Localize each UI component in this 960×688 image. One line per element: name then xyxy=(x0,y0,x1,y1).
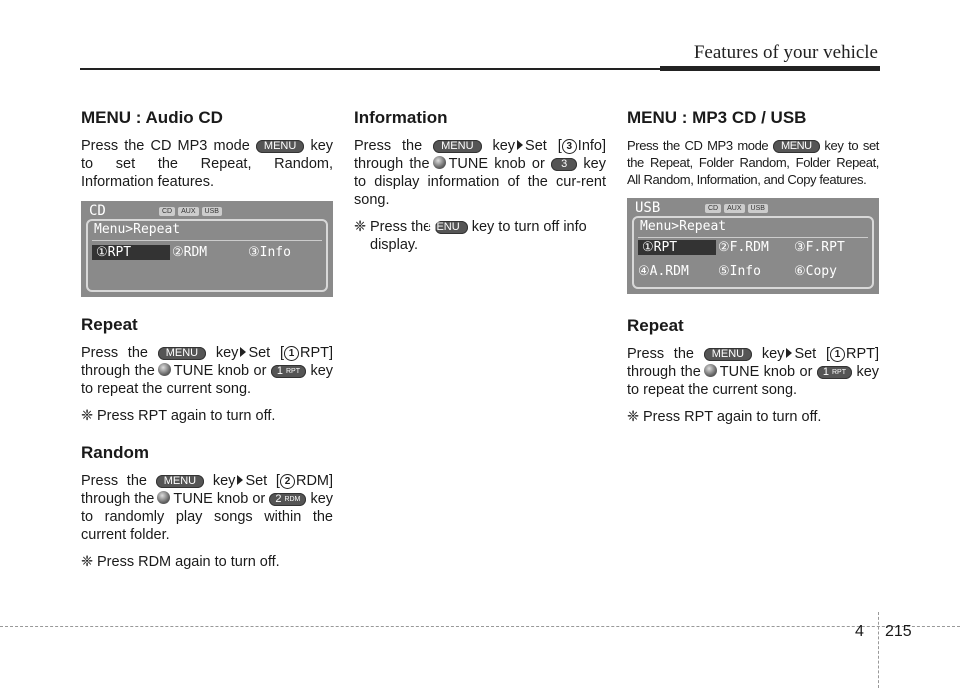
menu-key: MENU xyxy=(773,140,820,153)
circled-number-icon: 1 xyxy=(830,347,845,362)
menu-key: MENU xyxy=(704,348,752,361)
screen-panel xyxy=(632,216,874,289)
repeat-text: Press the MENU key Set [ 1 RPT] through the TUNE knob or 1 RPT key to repeat the current song. xyxy=(627,346,880,398)
source-badges xyxy=(705,204,768,213)
random-heading: Random xyxy=(81,443,149,462)
section-heading: MENU : Audio CD xyxy=(81,108,223,127)
info-note: ❈ Press the MENU key to turn off info display. xyxy=(354,219,587,253)
tune-knob-icon xyxy=(704,364,717,377)
page-number: 215 xyxy=(885,623,912,640)
column-mp3-usb xyxy=(627,108,879,426)
usb-menu-screen xyxy=(627,198,879,294)
random-note: ❈ Press RDM again to turn off. xyxy=(81,554,280,570)
screen-mode-label: USB xyxy=(635,200,661,216)
tune-knob-icon xyxy=(157,491,170,504)
option-frdm: ②F.RDM xyxy=(718,240,769,255)
screen-mode-label: CD xyxy=(89,203,106,219)
intro-text: Press the CD MP3 mode MENU key to set the Repeat, Folder Random, Folder Repeat, All Random, Information, and Copy features. xyxy=(627,138,879,187)
random-text: Press the MENU key Set [ 2 RDM] through the TUNE knob or 2 RDM key to randomly play songs within the current folder. xyxy=(81,473,334,543)
badge-usb: USB xyxy=(202,207,222,216)
menu-key: MENU xyxy=(256,140,304,153)
screen-path: Menu>Repeat xyxy=(94,222,181,237)
rpt-key: 1 RPT xyxy=(817,366,852,379)
tune-knob-icon xyxy=(433,156,446,169)
option-copy: ⑥Copy xyxy=(794,264,837,279)
option-rdm: ②RDM xyxy=(172,245,208,260)
menu-key: MENU xyxy=(158,347,206,360)
option-info: ⑤Info xyxy=(718,264,761,279)
option-ardm: ④A.RDM xyxy=(638,264,689,279)
badge-cd: CD xyxy=(159,207,175,216)
repeat-heading: Repeat xyxy=(627,316,684,335)
option-rpt: ①RPT xyxy=(92,245,170,260)
rpt-key: 1 RPT xyxy=(271,365,306,378)
section-heading: Information xyxy=(354,108,448,127)
repeat-note: ❈ Press RPT again to turn off. xyxy=(81,408,276,424)
footer-rule xyxy=(0,626,960,627)
repeat-heading: Repeat xyxy=(81,315,138,334)
badge-cd: CD xyxy=(705,204,721,213)
option-info: ③Info xyxy=(248,245,291,260)
arrow-right-icon xyxy=(517,140,523,150)
footer-divider xyxy=(878,612,879,688)
screen-path: Menu>Repeat xyxy=(640,219,727,234)
circled-number-icon: 2 xyxy=(280,474,295,489)
circled-number-icon: 3 xyxy=(562,139,577,154)
repeat-text: Press the MENU key Set [ 1 RPT] through the TUNE knob or 1 RPT key to repeat the current song. xyxy=(81,345,334,397)
screen-panel xyxy=(86,219,328,292)
intro-text: Press the CD MP3 mode MENU key to set the Repeat, Random, Information features. xyxy=(81,138,334,190)
three-key: 3 xyxy=(551,158,577,171)
option-rpt: ①RPT xyxy=(638,240,716,255)
section-heading: MENU : MP3 CD / USB xyxy=(627,108,807,127)
arrow-right-icon xyxy=(786,348,792,358)
cd-menu-screen xyxy=(81,201,333,297)
header-rule-thick xyxy=(660,66,880,71)
badge-aux: AUX xyxy=(178,207,198,216)
repeat-note: ❈ Press RPT again to turn off. xyxy=(627,409,822,425)
menu-key: MENU xyxy=(156,475,204,488)
menu-key: MENU xyxy=(433,140,481,153)
header-title: Features of your vehicle xyxy=(693,42,878,63)
menu-key: MENU xyxy=(435,221,467,234)
column-audio-cd xyxy=(81,108,333,571)
badge-aux: AUX xyxy=(724,204,744,213)
column-information xyxy=(354,108,606,254)
badge-usb: USB xyxy=(748,204,768,213)
section-number: 4 xyxy=(855,623,864,640)
info-text: Press the MENU key Set [ 3 Info] through the TUNE knob or 3 key to display information of the cur-rent song. xyxy=(354,138,607,208)
source-badges xyxy=(159,207,222,216)
rdm-key: 2 RDM xyxy=(269,493,306,506)
option-frpt: ③F.RPT xyxy=(794,240,845,255)
circled-number-icon: 1 xyxy=(284,346,299,361)
arrow-right-icon xyxy=(240,347,246,357)
tune-knob-icon xyxy=(158,363,171,376)
arrow-right-icon xyxy=(237,475,243,485)
